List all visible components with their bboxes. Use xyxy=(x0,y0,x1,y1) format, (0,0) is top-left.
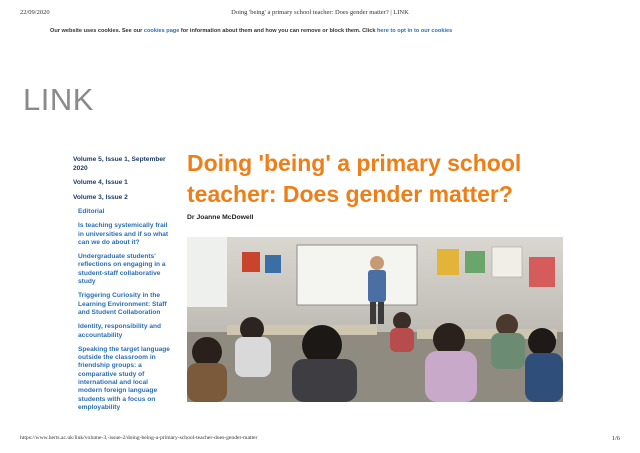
print-header xyxy=(0,9,640,19)
sidebar-article-item[interactable]: Is teaching systemically frail in universities and if so what can we do about it? xyxy=(78,222,169,246)
cookies-page-link[interactable]: cookies page xyxy=(143,28,180,34)
article-hero-image xyxy=(187,237,563,402)
sidebar-article-item[interactable]: Undergraduate students' reflections on engaging in a student-staff collaborative study xyxy=(78,253,166,286)
sidebar-article-item[interactable]: Identity, responsibility and accountability xyxy=(78,323,162,339)
sidebar-article-list xyxy=(73,208,173,412)
article-title: Doing 'being' a primary school teacher: Does gender matter? xyxy=(187,150,522,207)
print-page-title: Doing 'being' a primary school teacher: Does gender matter? | LINK xyxy=(231,9,409,16)
sidebar-article-item[interactable]: Triggering Curiosity in the Learning Environment: Staff and Student Collaboration xyxy=(78,292,167,316)
sidebar-volume-5-1[interactable]: Volume 5, Issue 1, September 2020 xyxy=(73,156,166,172)
cookie-banner xyxy=(50,28,452,34)
cookie-text-2: for information about them and how you can remove or block them. Click xyxy=(179,28,378,34)
print-url: https://www.herts.ac.uk/link/volume-3,-issue-2/doing-being-a-primary-school-teacher-does-gender-matter xyxy=(20,435,258,441)
sidebar-volume-3-2[interactable]: Volume 3, Issue 2 xyxy=(73,193,128,201)
sidebar-volume-4-1[interactable]: Volume 4, Issue 1 xyxy=(73,179,128,186)
cookie-opt-in-link[interactable]: here to opt in to our cookies xyxy=(377,28,453,34)
classroom-photo xyxy=(187,237,563,402)
sidebar-article-item[interactable]: Speaking the target language outside the classroom in friendship groups: a comparative study of international and local modern foreign language students with a focus on employability xyxy=(78,345,170,411)
print-footer xyxy=(0,435,640,445)
cookie-text-1: Our website uses cookies. See our xyxy=(50,28,144,34)
article-author: Dr Joanne McDowell xyxy=(187,214,254,221)
print-date: 22/09/2020 xyxy=(20,9,50,16)
sidebar-nav xyxy=(73,156,173,418)
article-header xyxy=(187,148,607,210)
print-page-number: 1/6 xyxy=(611,435,620,442)
sidebar-article-item[interactable]: Editorial xyxy=(78,208,105,215)
site-logo[interactable]: LINK xyxy=(23,82,94,117)
